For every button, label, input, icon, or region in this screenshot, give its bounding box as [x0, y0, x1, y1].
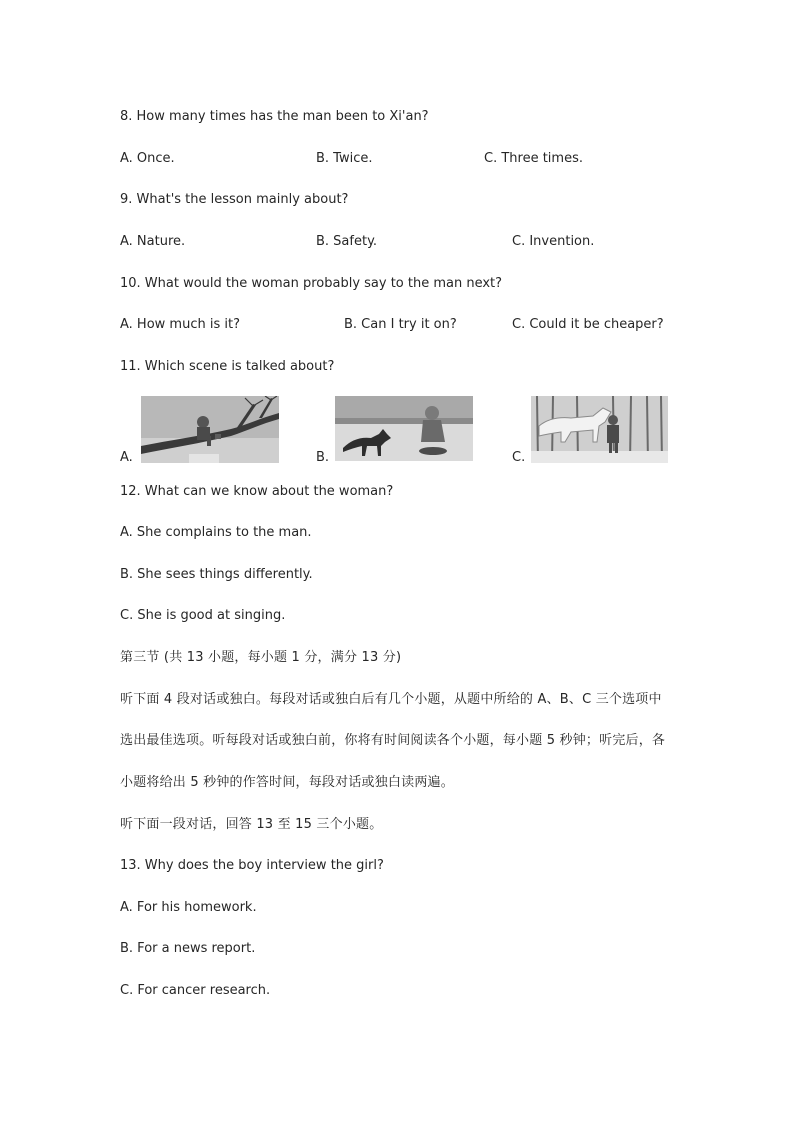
q9-option-a: A. Nature.: [120, 234, 186, 249]
boy-and-fox-picture: [335, 396, 473, 461]
question-9: 9. What's the lesson mainly about?: [120, 192, 349, 207]
q11-option-b: B.: [316, 450, 330, 465]
q11-option-c: C.: [512, 450, 526, 465]
question-8: 8. How many times has the man been to Xi'an?: [120, 109, 429, 124]
q9-option-b: B. Safety.: [316, 234, 378, 249]
section-3-instruction-line-1: 听下面 4 段对话或独白。每段对话或独白后有几个小题，从题中所给的 A、B、C 三个选项中: [120, 692, 662, 707]
section-3-prompt: 听下面一段对话，回答 13 至 15 三个小题。: [120, 817, 383, 832]
q13-option-c: C. For cancer research.: [120, 983, 271, 998]
section-3-heading: 第三节 (共 13 小题，每小题 1 分，满分 13 分): [120, 650, 402, 665]
q13-option-b: B. For a news report.: [120, 941, 256, 956]
q13-option-a: A. For his homework.: [120, 900, 257, 915]
q10-option-a: A. How much is it?: [120, 317, 240, 332]
section-3-instruction-line-2: 选出最佳选项。听每段对话或独白前，你将有时间阅读各个小题，每小题 5 秒钟；听完后，各: [120, 733, 666, 748]
q10-option-c: C. Could it be cheaper?: [512, 317, 664, 332]
q8-option-a: A. Once.: [120, 151, 175, 166]
q12-option-c: C. She is good at singing.: [120, 608, 286, 623]
question-12: 12. What can we know about the woman?: [120, 484, 394, 499]
question-13: 13. Why does the boy interview the girl?: [120, 858, 384, 873]
q12-option-a: A. She complains to the man.: [120, 525, 312, 540]
question-11: 11. Which scene is talked about?: [120, 359, 335, 374]
horse-in-forest-picture: [531, 396, 668, 463]
q8-option-b: B. Twice.: [316, 151, 373, 166]
question-10: 10. What would the woman probably say to the man next?: [120, 276, 503, 291]
q9-option-c: C. Invention.: [512, 234, 595, 249]
q10-option-b: B. Can I try it on?: [344, 317, 457, 332]
section-3-instruction-line-3: 小题将给出 5 秒钟的作答时间，每段对话或独白读两遍。: [120, 775, 454, 790]
q12-option-b: B. She sees things differently.: [120, 567, 313, 582]
boy-on-tree-branch-picture: [141, 396, 279, 463]
q8-option-c: C. Three times.: [484, 151, 583, 166]
q11-option-a: A.: [120, 450, 133, 465]
